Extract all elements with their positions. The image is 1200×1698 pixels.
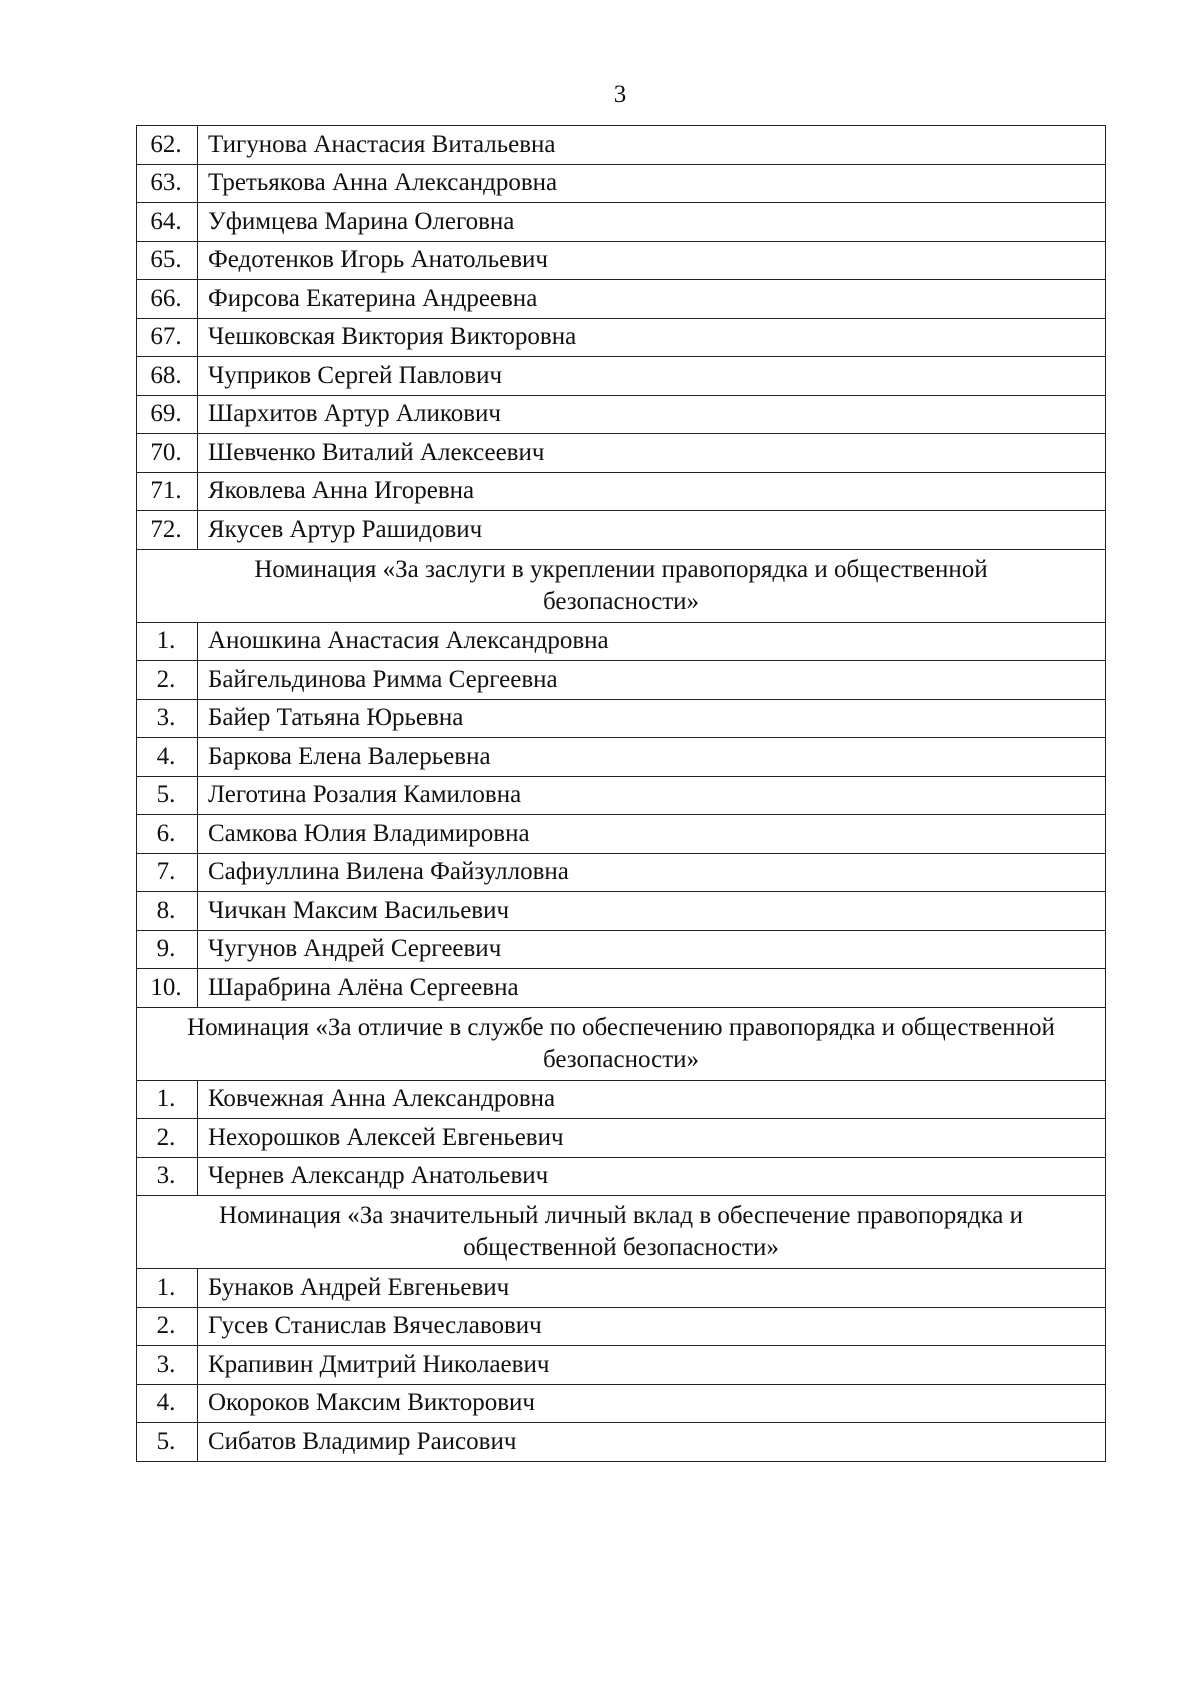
row-number: 1. — [137, 1269, 198, 1308]
row-number: 3. — [137, 699, 198, 738]
table-row — [137, 511, 1106, 550]
person-name: Бунаков Андрей Евгеньевич — [198, 1269, 1106, 1308]
row-number: 8. — [137, 892, 198, 931]
table-row — [137, 164, 1106, 203]
person-name: Третьякова Анна Александровна — [198, 164, 1106, 203]
table-row — [137, 1269, 1106, 1308]
table-row — [137, 622, 1106, 661]
row-number: 69. — [137, 395, 198, 434]
nomination-heading: Номинация «За значительный личный вклад в обеспечение правопорядка и общественной безопасности» — [137, 1196, 1106, 1269]
row-number: 2. — [137, 1119, 198, 1158]
table-row — [137, 241, 1106, 280]
page-number: 3 — [613, 81, 627, 108]
row-number: 5. — [137, 1423, 198, 1462]
nomination-heading: Номинация «За отличие в службе по обеспечению правопорядка и общественной безопасности» — [137, 1007, 1106, 1080]
person-name: Байер Татьяна Юрьевна — [198, 699, 1106, 738]
table-row — [137, 1119, 1106, 1158]
row-number: 62. — [137, 126, 198, 165]
table-row — [137, 318, 1106, 357]
row-number: 6. — [137, 815, 198, 854]
row-number: 1. — [137, 622, 198, 661]
person-name: Чешковская Виктория Викторовна — [198, 318, 1106, 357]
person-name: Окороков Максим Викторович — [198, 1384, 1106, 1423]
awards-table-container — [136, 125, 1106, 1462]
person-name: Крапивин Дмитрий Николаевич — [198, 1346, 1106, 1385]
row-number: 3. — [137, 1346, 198, 1385]
row-number: 65. — [137, 241, 198, 280]
table-row — [137, 738, 1106, 777]
row-number: 4. — [137, 738, 198, 777]
person-name: Самкова Юлия Владимировна — [198, 815, 1106, 854]
row-number: 5. — [137, 776, 198, 815]
table-row — [137, 126, 1106, 165]
table-row — [137, 357, 1106, 396]
person-name: Баркова Елена Валерьевна — [198, 738, 1106, 777]
person-name: Якусев Артур Рашидович — [198, 511, 1106, 550]
person-name: Сафиуллина Вилена Файзулловна — [198, 853, 1106, 892]
table-row — [137, 815, 1106, 854]
row-number: 7. — [137, 853, 198, 892]
nomination-heading-row — [137, 1007, 1106, 1080]
person-name: Шархитов Артур Аликович — [198, 395, 1106, 434]
table-row — [137, 892, 1106, 931]
table-row — [137, 969, 1106, 1008]
table-row — [137, 930, 1106, 969]
person-name: Фирсова Екатерина Андреевна — [198, 280, 1106, 319]
person-name: Байгельдинова Римма Сергеевна — [198, 661, 1106, 700]
table-row — [137, 280, 1106, 319]
row-number: 2. — [137, 1307, 198, 1346]
person-name: Шарабрина Алёна Сергеевна — [198, 969, 1106, 1008]
table-row — [137, 1384, 1106, 1423]
row-number: 10. — [137, 969, 198, 1008]
person-name: Тигунова Анастасия Витальевна — [198, 126, 1106, 165]
person-name: Ковчежная Анна Александровна — [198, 1080, 1106, 1119]
awards-table-body — [137, 126, 1106, 1462]
nomination-heading-row — [137, 1196, 1106, 1269]
person-name: Леготина Розалия Камиловна — [198, 776, 1106, 815]
table-row — [137, 661, 1106, 700]
row-number: 67. — [137, 318, 198, 357]
awards-table — [136, 125, 1106, 1462]
table-row — [137, 203, 1106, 242]
table-row — [137, 1080, 1106, 1119]
person-name: Чуприков Сергей Павлович — [198, 357, 1106, 396]
table-row — [137, 1307, 1106, 1346]
person-name: Чичкан Максим Васильевич — [198, 892, 1106, 931]
table-row — [137, 853, 1106, 892]
person-name: Гусев Станислав Вячеславович — [198, 1307, 1106, 1346]
table-row — [137, 1157, 1106, 1196]
person-name: Чугунов Андрей Сергеевич — [198, 930, 1106, 969]
row-number: 3. — [137, 1157, 198, 1196]
table-row — [137, 395, 1106, 434]
nomination-heading-row — [137, 549, 1106, 622]
person-name: Федотенков Игорь Анатольевич — [198, 241, 1106, 280]
person-name: Нехорошков Алексей Евгеньевич — [198, 1119, 1106, 1158]
table-row — [137, 1346, 1106, 1385]
person-name: Чернев Александр Анатольевич — [198, 1157, 1106, 1196]
table-row — [137, 699, 1106, 738]
row-number: 71. — [137, 472, 198, 511]
table-row — [137, 776, 1106, 815]
table-row — [137, 1423, 1106, 1462]
nomination-heading: Номинация «За заслуги в укреплении правопорядка и общественной безопасности» — [137, 549, 1106, 622]
person-name: Сибатов Владимир Раисович — [198, 1423, 1106, 1462]
row-number: 9. — [137, 930, 198, 969]
person-name: Уфимцева Марина Олеговна — [198, 203, 1106, 242]
row-number: 70. — [137, 434, 198, 473]
person-name: Шевченко Виталий Алексеевич — [198, 434, 1106, 473]
row-number: 66. — [137, 280, 198, 319]
row-number: 2. — [137, 661, 198, 700]
row-number: 72. — [137, 511, 198, 550]
row-number: 68. — [137, 357, 198, 396]
row-number: 1. — [137, 1080, 198, 1119]
table-row — [137, 434, 1106, 473]
person-name: Аношкина Анастасия Александровна — [198, 622, 1106, 661]
row-number: 64. — [137, 203, 198, 242]
row-number: 63. — [137, 164, 198, 203]
person-name: Яковлева Анна Игоревна — [198, 472, 1106, 511]
row-number: 4. — [137, 1384, 198, 1423]
table-row — [137, 472, 1106, 511]
